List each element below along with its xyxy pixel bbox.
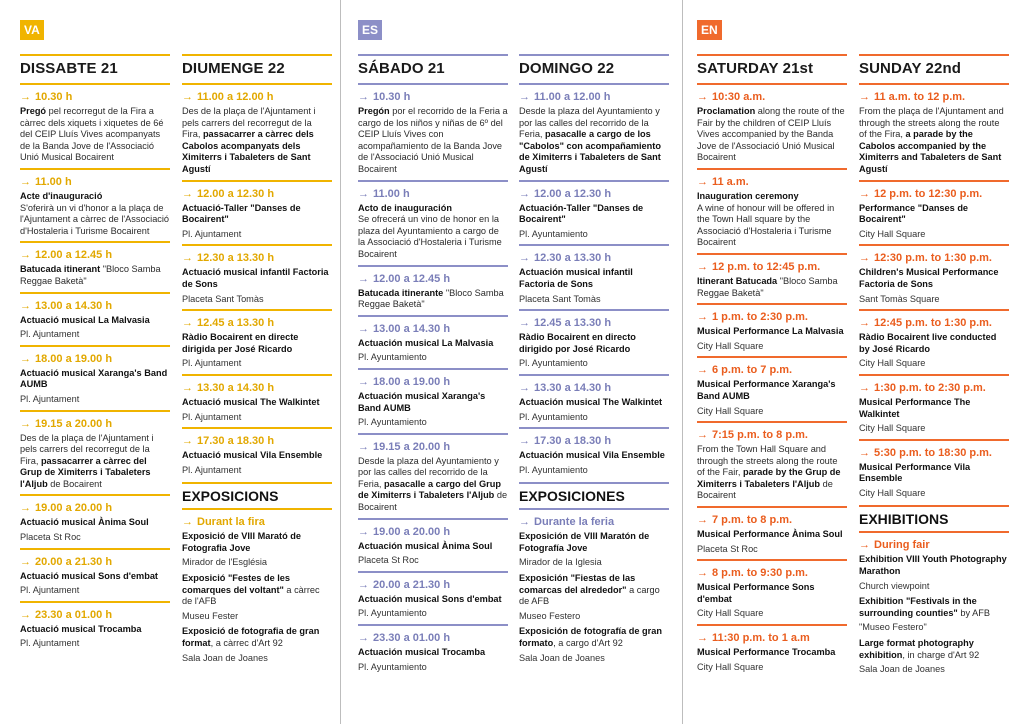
section-title: EXPOSICIONES <box>519 482 669 504</box>
event-title: Pregón <box>358 106 390 116</box>
event-description <box>20 517 170 529</box>
event-description <box>859 267 1009 290</box>
exhibition-title: Exposición de fotografía de gran formato <box>519 626 662 649</box>
time-rule <box>697 168 847 170</box>
event-location: City Hall Square <box>859 228 926 239</box>
exhibition-period: → During fair <box>859 539 1009 551</box>
event-location: City Hall Square <box>859 487 926 498</box>
exhibition-period: → Durante la feria <box>519 516 669 528</box>
time-rule <box>859 83 1009 85</box>
event-time: → 12.00 a 12.45 h <box>20 249 170 261</box>
event-text: Se ofrecerá un vino de honor en la plaza del Ayuntamiento a cargo de la Associació d'Hostaleria i Turisme Bocairent <box>358 214 502 259</box>
event-time: → 20.00 a 21.30 h <box>20 556 170 568</box>
event-text-tail: de Bocairent <box>47 478 102 489</box>
event-time: → 12.45 a 13.30 h <box>182 317 332 329</box>
day-title: SUNDAY 22nd <box>859 54 1009 79</box>
event-description <box>358 391 508 414</box>
event-time: → 12.45 a 13.30 h <box>519 317 669 329</box>
event-description <box>519 450 669 462</box>
time-rule <box>697 83 847 85</box>
event-description <box>859 332 1009 355</box>
event-title: Musical Performance Ànima Soul <box>697 529 843 540</box>
time-rule <box>519 427 669 429</box>
event-time: → 23.30 a 01.00 h <box>358 632 508 644</box>
language-badge-va: VA <box>20 20 44 40</box>
time-rule <box>358 571 508 573</box>
event-location: Pl. Ayuntamiento <box>358 417 427 428</box>
language-badge-es: ES <box>358 20 382 40</box>
event-description <box>20 315 170 327</box>
event-time: → 11.00 a 12.00 h <box>182 91 332 103</box>
section-title: EXPOSICIONS <box>182 482 332 504</box>
time-rule <box>20 241 170 243</box>
time-rule <box>20 548 170 550</box>
exhibition-description <box>182 531 332 554</box>
time-rule <box>20 83 170 85</box>
exhibition-title: Exposició de fotografia de gran format <box>182 626 320 649</box>
event-location: City Hall Square <box>697 405 764 416</box>
event-description <box>358 338 508 350</box>
event-description <box>519 267 669 290</box>
event-location: Pl. Ajuntament <box>20 585 80 596</box>
time-rule <box>358 315 508 317</box>
event-time: → 12 p.m. to 12:30 p.m. <box>859 188 1009 200</box>
exhibition-text: , a càrrec d'Art 92 <box>210 638 283 649</box>
event-text: Des de la plaça de l'Ajuntament i pels carrers del recorregut de la Fira, <box>20 432 154 466</box>
time-rule <box>358 265 508 267</box>
exhibition-period: → Durant la fira <box>182 516 332 528</box>
event-location: Pl. Ayuntamiento <box>519 358 588 369</box>
event-title: Children's Musical Performance Factoria de Sons <box>859 267 999 289</box>
column-es-saturday <box>358 54 508 677</box>
event-description <box>182 397 332 409</box>
event-time: → 11.00 a 12.00 h <box>519 91 669 103</box>
event-title: Actuación musical Trocamba <box>358 647 486 658</box>
event-time: → 10:30 a.m. <box>697 91 847 103</box>
event-location: Pl. Ajuntament <box>182 228 242 239</box>
event-time: → 12 p.m. to 12:45 p.m. <box>697 261 847 273</box>
event-location: Pl. Ajuntament <box>182 464 242 475</box>
event-text: "Bloco Samba Reggae Baketà" <box>697 275 838 298</box>
time-rule <box>358 518 508 520</box>
event-description <box>358 288 508 311</box>
event-time: → 11.00 h <box>20 176 170 188</box>
event-time: → 7 p.m. to 8 p.m. <box>697 514 847 526</box>
event-time: → 23.30 a 01.00 h <box>20 609 170 621</box>
exhibition-location: Church viewpoint <box>859 580 930 591</box>
event-description <box>697 529 847 541</box>
event-location: Sant Tomàs Square <box>859 293 940 304</box>
event-time: → 11 a.m. to 12 p.m. <box>859 91 1009 103</box>
event-description <box>697 326 847 338</box>
day-title: DIUMENGE 22 <box>182 54 332 79</box>
event-time: → 17.30 a 18.30 h <box>519 435 669 447</box>
time-rule <box>697 356 847 358</box>
time-rule <box>859 374 1009 376</box>
event-title: Actuació musical Sons d'embat <box>20 570 158 581</box>
event-title: Actuació musical Trocamba <box>20 623 142 634</box>
event-time: → 1 p.m. to 2:30 p.m. <box>697 311 847 323</box>
event-title: Musical Performance The Walkintet <box>859 396 971 419</box>
event-description <box>697 191 847 249</box>
time-rule <box>519 374 669 376</box>
panel-valencian <box>0 0 340 724</box>
event-title: Actuación musical The Walkintet <box>519 396 663 407</box>
event-title: Actuación musical Vila Ensemble <box>519 450 665 461</box>
event-location: Placeta Sant Tomàs <box>182 293 264 304</box>
exhibition-location: Sala Joan de Joanes <box>182 652 268 663</box>
event-description <box>20 191 170 237</box>
time-rule <box>20 494 170 496</box>
time-rule <box>358 180 508 182</box>
event-location: City Hall Square <box>859 358 926 369</box>
event-location: Pl. Ayuntamiento <box>519 228 588 239</box>
event-title: Actuació musical The Walkintet <box>182 396 320 407</box>
event-text-tail: de Bocairent <box>358 490 508 513</box>
event-title: Ràdio Bocairent en directo dirigido por José Ricardo <box>519 332 636 354</box>
time-rule <box>358 368 508 370</box>
exhibition-description <box>519 531 669 554</box>
time-rule <box>697 506 847 508</box>
time-rule <box>182 83 332 85</box>
event-description <box>20 433 170 491</box>
exhibition-text: a cargo de AFB <box>519 584 660 607</box>
event-highlight: passacarrer a càrrec dels Cabolos acompanyats dels Ximiterrs i Tabaleters de Sant Agustí <box>182 129 314 174</box>
day-title: DOMINGO 22 <box>519 54 669 79</box>
column-va-sunday <box>182 54 332 668</box>
event-description <box>519 203 669 226</box>
exhibition-title: Exposició "Festes de les comarques del voltant" <box>182 573 291 595</box>
event-time: → 20.00 a 21.30 h <box>358 579 508 591</box>
event-title: Actuació musical infantil Factoria de Sons <box>182 267 329 289</box>
event-description <box>358 594 508 606</box>
event-location: City Hall Square <box>859 423 926 434</box>
event-description <box>859 106 1009 176</box>
event-description <box>358 647 508 659</box>
event-time: → 18.00 a 19.00 h <box>20 353 170 365</box>
event-description <box>182 106 332 176</box>
exhibition-text: by AFB <box>957 607 990 618</box>
event-title: Actuació-Taller "Danses de Bocairent" <box>182 202 301 225</box>
event-title: Actuació musical Ànima Soul <box>20 517 149 528</box>
column-es-sunday <box>519 54 669 668</box>
exhibition-description <box>859 596 1009 619</box>
day-title: SATURDAY 21st <box>697 54 847 79</box>
event-time: → 13.30 a 14.30 h <box>182 382 332 394</box>
event-text: Desde la plaza del Ayuntamiento y por las calles del recorrido de la Feria, <box>358 455 499 489</box>
event-location: Pl. Ajuntament <box>20 638 80 649</box>
event-time: → 12.30 a 13.30 h <box>182 252 332 264</box>
event-description <box>697 582 847 605</box>
event-description <box>519 106 669 176</box>
event-text: pel recorregut de la Fira a càrrec dels xiquets i xiquetes de 6é del CEIP Lluís Vives acompanyats de la Banda Jove de l'Associació Unió Musical Bocairent <box>20 106 164 163</box>
time-rule <box>182 374 332 376</box>
event-title: Musical Performance Vila Ensemble <box>859 461 971 484</box>
time-rule <box>859 309 1009 311</box>
exhibition-title: Exhibition "Festivals in the surrounding counties" <box>859 596 977 618</box>
event-time: → 19.15 a 20.00 h <box>358 441 508 453</box>
event-title: Actuación musical Ànima Soul <box>358 540 493 551</box>
event-description <box>358 541 508 553</box>
exhibition-title: Exhibition VIII Youth Photography Marathon <box>859 554 1007 577</box>
event-description <box>20 571 170 583</box>
time-rule <box>519 244 669 246</box>
event-location: Pl. Ayuntamiento <box>358 661 427 672</box>
event-location: City Hall Square <box>697 340 764 351</box>
event-text: A wine of honour will be offered in the Town Hall square by the Associació d'Hostaleria i Turisme Bocairent <box>697 202 835 248</box>
event-description <box>20 624 170 636</box>
event-title: Pregó <box>20 106 47 116</box>
exhibition-location: Sala Joan de Joanes <box>519 652 605 663</box>
event-time: → 7:15 p.m. to 8 p.m. <box>697 429 847 441</box>
event-time: → 12.30 a 13.30 h <box>519 252 669 264</box>
event-text: From the plaça de l'Ajuntament and through the streets along the route of the Fira, <box>859 106 1004 140</box>
event-location: Pl. Ayuntamiento <box>519 464 588 475</box>
event-location: City Hall Square <box>697 608 764 619</box>
event-description <box>20 264 170 287</box>
event-description <box>697 379 847 402</box>
event-description <box>358 203 508 261</box>
event-title: Acte d'inauguració <box>20 190 103 201</box>
time-rule <box>20 168 170 170</box>
event-time: → 13.00 a 14.30 h <box>20 300 170 312</box>
time-rule <box>519 508 669 510</box>
event-time: → 12.00 a 12.30 h <box>182 188 332 200</box>
event-time: → 19.00 a 20.00 h <box>20 502 170 514</box>
event-description <box>859 397 1009 420</box>
event-text-tail: de Bocairent <box>697 478 833 501</box>
exhibition-location: Mirador de l'Església <box>182 557 267 568</box>
event-description <box>358 456 508 514</box>
exhibition-location: Mirador de la Iglesia <box>519 557 602 568</box>
exhibition-title: Large format photography exhibition <box>859 638 974 660</box>
event-title: Proclamation <box>697 106 756 116</box>
time-rule <box>182 180 332 182</box>
exhibition-description <box>519 573 669 608</box>
time-rule <box>859 180 1009 182</box>
event-description <box>859 462 1009 485</box>
column-en-sunday <box>859 54 1009 680</box>
event-highlight: passacarrer a càrrec del Grup de Ximiterrs i Tabaleters l'Aljub <box>20 455 151 489</box>
column-va-saturday <box>20 54 170 654</box>
event-time: → 8 p.m. to 9:30 p.m. <box>697 567 847 579</box>
exhibition-description <box>519 626 669 649</box>
time-rule <box>859 439 1009 441</box>
exhibition-location: Museo Festero <box>519 610 581 621</box>
event-title: Acto de inauguración <box>358 202 452 213</box>
time-rule <box>20 601 170 603</box>
panel-spanish <box>341 0 682 724</box>
exhibition-location: "Museo Festero" <box>859 622 927 633</box>
panel-english <box>683 0 1024 724</box>
event-title: Actuación musical Xaranga's Band AUMB <box>358 390 486 413</box>
day-title: SÁBADO 21 <box>358 54 508 79</box>
event-time: → 18.00 a 19.00 h <box>358 376 508 388</box>
exhibition-text: , a cargo d'Art 92 <box>553 638 623 649</box>
exhibition-location: Museu Fester <box>182 610 239 621</box>
event-title: Actuación musical infantil Factoria de Sons <box>519 267 633 289</box>
event-time: → 12:30 p.m. to 1:30 p.m. <box>859 252 1009 264</box>
event-title: Batucada itinerant <box>20 264 101 275</box>
column-en-saturday <box>697 54 847 677</box>
event-location: Pl. Ayuntamiento <box>519 411 588 422</box>
exhibition-title: Exposición "Fiestas de las comarcas del alrededor" <box>519 573 636 595</box>
time-rule <box>358 624 508 626</box>
event-title: Batucada itinerante <box>358 287 444 298</box>
event-title: Actuación musical La Malvasia <box>358 337 494 348</box>
exhibition-description <box>859 638 1009 661</box>
event-time: → 5:30 p.m. to 18:30 p.m. <box>859 447 1009 459</box>
event-location: Pl. Ajuntament <box>182 358 242 369</box>
event-description <box>697 647 847 659</box>
event-location: Pl. Ajuntament <box>20 329 80 340</box>
event-location: City Hall Square <box>697 661 764 672</box>
time-rule <box>20 410 170 412</box>
event-title: Musical Performance Sons d'embat <box>697 582 815 604</box>
event-text: "Bloco Samba Reggae Baketà" <box>358 287 504 310</box>
event-description <box>182 450 332 462</box>
event-location: Placeta Sant Tomàs <box>519 293 601 304</box>
event-description <box>358 106 508 176</box>
event-time: → 10.30 h <box>358 91 508 103</box>
event-time: → 6 p.m. to 7 p.m. <box>697 364 847 376</box>
exhibition-text: a càrrec de l'AFB <box>182 584 320 607</box>
event-title: Itinerant Batucada <box>697 275 778 286</box>
event-time: → 17.30 a 18.30 h <box>182 435 332 447</box>
event-highlight: pasacalle a cargo de los "Cabolos" con acompañamiento de Ximiterrs i Tabaleters de Sant Agustí <box>519 129 661 174</box>
event-time: → 12.00 a 12.30 h <box>519 188 669 200</box>
event-time: → 19.00 a 20.00 h <box>358 526 508 538</box>
time-rule <box>519 180 669 182</box>
event-text: Des de la plaça de l'Ajuntament i pels carrers del recorregut de la Fira, <box>182 106 316 140</box>
event-text: Desde la plaza del Ayuntamiento y por las calles del recorrido de la Feria, <box>519 106 660 140</box>
time-rule <box>697 253 847 255</box>
event-location: Pl. Ajuntament <box>182 411 242 422</box>
event-title: Inauguration ceremony <box>697 190 799 201</box>
time-rule <box>697 421 847 423</box>
time-rule <box>519 83 669 85</box>
event-description <box>182 332 332 355</box>
event-location: Placeta St Roc <box>697 543 758 554</box>
event-title: Actuació musical La Malvasia <box>20 314 150 325</box>
event-title: Musical Performance La Malvasia <box>697 326 844 337</box>
event-description <box>697 444 847 502</box>
time-rule <box>859 531 1009 533</box>
event-time: → 12:45 p.m. to 1:30 p.m. <box>859 317 1009 329</box>
exhibition-location: Sala Joan de Joanes <box>859 664 945 675</box>
event-description <box>20 106 170 164</box>
event-text: From the Town Hall Square and through the streets along the route of the Fair, <box>697 444 838 478</box>
event-title: Actuación musical Sons d'embat <box>358 593 502 604</box>
exhibition-description <box>182 626 332 649</box>
event-time: → 10.30 h <box>20 91 170 103</box>
event-title: Ràdio Bocairent en directe dirigida per José Ricardo <box>182 332 299 354</box>
time-rule <box>358 433 508 435</box>
event-highlight: parade by the Grup de Ximiterrs i Tabaleters l'Aljub <box>697 467 841 489</box>
event-time: → 13.30 a 14.30 h <box>519 382 669 394</box>
time-rule <box>20 292 170 294</box>
exhibition-description <box>182 573 332 608</box>
event-time: → 12.00 a 12.45 h <box>358 273 508 285</box>
event-title: Performance "Danses de Bocairent" <box>859 202 969 225</box>
event-text: "Bloco Samba Reggae Baketà" <box>20 264 161 286</box>
event-title: Actuació musical Xaranga's Band AUMB <box>20 367 168 390</box>
event-title: Actuación-Taller "Danses de Bocairent" <box>519 202 644 225</box>
event-time: → 13.00 a 14.30 h <box>358 323 508 335</box>
event-description <box>519 397 669 409</box>
exhibition-title: Exposición de VIII Maratón de Fotografía Jove <box>519 531 650 553</box>
event-text: S'oferirà un vi d'honor a la plaça de l'Ajuntament a càrrec de l'Associació d'Hostaleria i Turisme Bocairent <box>20 202 170 236</box>
time-rule <box>182 309 332 311</box>
event-location: Pl. Ayuntamiento <box>358 608 427 619</box>
event-text: por el recorrido de la Feria a cargo de los niños y niñas de 6º del CEIP Lluís Vives con acompañamiento de la Banda Jove de l'Associació Unió Musical Bocairent <box>358 106 508 174</box>
time-rule <box>697 559 847 561</box>
event-location: Pl. Ajuntament <box>20 393 80 404</box>
time-rule <box>182 244 332 246</box>
event-description <box>697 276 847 299</box>
exhibition-description <box>859 554 1009 577</box>
event-time: → 11.00 h <box>358 188 508 200</box>
event-description <box>20 368 170 391</box>
event-title: Musical Performance Xaranga's Band AUMB <box>697 379 836 401</box>
event-text: along the route of the Fair by the children of CEIP Lluís Vives accompanied by the Banda Jove de l'Associació Unió Musical Bocairent <box>697 106 845 163</box>
event-description <box>182 203 332 226</box>
time-rule <box>697 624 847 626</box>
event-time: → 11:30 p.m. to 1 a.m <box>697 632 847 644</box>
time-rule <box>519 309 669 311</box>
section-title: EXHIBITIONS <box>859 505 1009 527</box>
time-rule <box>182 427 332 429</box>
event-time: → 19.15 a 20.00 h <box>20 418 170 430</box>
event-highlight: pasacalle a cargo del Grup de Ximiterrs i Tabaleters l'Aljub <box>358 478 501 501</box>
time-rule <box>182 508 332 510</box>
event-description <box>697 106 847 164</box>
event-title: Actuació musical Vila Ensemble <box>182 450 323 461</box>
event-title: Musical Performance Trocamba <box>697 647 836 658</box>
time-rule <box>697 303 847 305</box>
day-title: DISSABTE 21 <box>20 54 170 79</box>
event-title: Ràdio Bocairent live conducted by José Ricardo <box>859 332 997 354</box>
event-description <box>519 332 669 355</box>
event-time: → 1:30 p.m. to 2:30 p.m. <box>859 382 1009 394</box>
event-description <box>182 267 332 290</box>
event-location: Placeta St Roc <box>20 532 81 543</box>
language-badge-en: EN <box>697 20 722 40</box>
time-rule <box>358 83 508 85</box>
event-time: → 11 a.m. <box>697 176 847 188</box>
event-description <box>859 203 1009 226</box>
time-rule <box>859 244 1009 246</box>
exhibition-text: , in charge d'Art 92 <box>902 649 980 660</box>
event-location: Pl. Ayuntamiento <box>358 352 427 363</box>
event-location: Placeta St Roc <box>358 555 419 566</box>
exhibition-title: Exposició de VIII Marató de Fotografia Jove <box>182 531 301 553</box>
event-highlight: a parade by the Cabolos accompanied by the Ximiterrs and Tabaleters de Sant Agustí <box>859 129 1002 174</box>
time-rule <box>20 345 170 347</box>
